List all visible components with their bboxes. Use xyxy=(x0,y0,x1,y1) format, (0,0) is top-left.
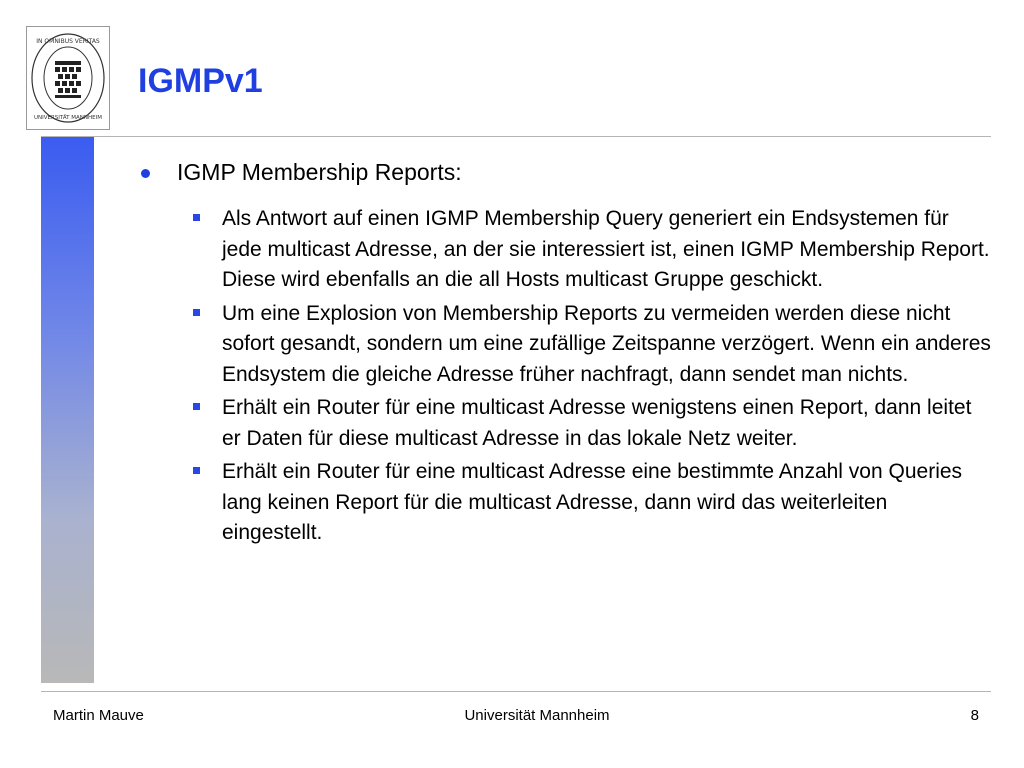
title-divider xyxy=(41,136,991,137)
sub-bullet-text: Erhält ein Router für eine multicast Adresse wenigstens einen Report, dann leitet er Daten für diese multicast Adresse in das lokale Netz weiter. xyxy=(222,396,972,450)
main-bullet-text: IGMP Membership Reports: xyxy=(177,159,462,185)
sub-bullet-text: Um eine Explosion von Membership Reports zu vermeiden werden diese nicht sofort gesandt, sondern um eine zufällige Zeitspanne verzögert. Wenn ein anderes Endsystem die gleiche Adresse früher nachfragt, dann sendet man nichts. xyxy=(222,301,991,386)
sidebar-gradient xyxy=(41,137,94,683)
footer-institution: Universität Mannheim xyxy=(464,707,610,724)
footer-page-number: 8 xyxy=(970,707,979,724)
square-bullet-icon xyxy=(193,403,200,410)
sub-bullet-item xyxy=(192,393,992,454)
square-bullet-icon xyxy=(193,309,200,316)
sub-bullet-item xyxy=(192,457,992,549)
footer-author: Martin Mauve xyxy=(53,707,144,724)
university-logo xyxy=(26,26,110,130)
square-bullet-icon xyxy=(193,214,200,221)
square-bullet-icon xyxy=(193,467,200,474)
sub-bullet-list xyxy=(192,204,992,552)
bullet-dot-icon xyxy=(141,169,150,178)
sub-bullet-text: Als Antwort auf einen IGMP Membership Query generiert ein Endsystemen für jede multicast Adresse, an der sie interessiert ist, einen IGMP Membership Report. Diese wird ebenfalls an die all Hosts multicast Gruppe geschickt. xyxy=(222,207,990,291)
sub-bullet-text: Erhält ein Router für eine multicast Adresse eine bestimmte Anzahl von Queries lang keinen Report für die multicast Adresse, dann wird das weiterleiten eingestellt. xyxy=(222,460,963,544)
sub-bullet-item xyxy=(192,204,992,296)
sub-bullet-item xyxy=(192,299,992,391)
svg-text:IN OMNIBUS VERITAS: IN OMNIBUS VERITAS xyxy=(36,38,100,45)
svg-text:UNIVERSITÄT MANNHEIM: UNIVERSITÄT MANNHEIM xyxy=(33,115,103,121)
slide-title: IGMPv1 xyxy=(138,62,263,100)
footer-divider xyxy=(41,691,991,692)
